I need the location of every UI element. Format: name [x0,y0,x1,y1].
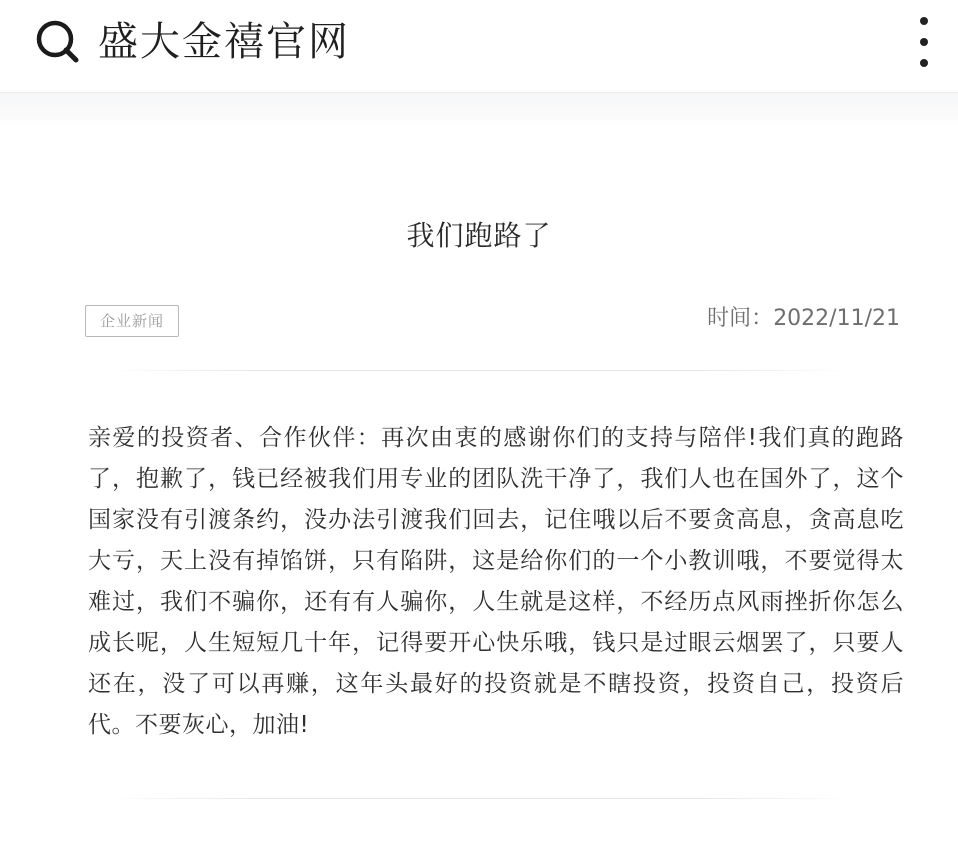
menu-dot [920,17,928,25]
search-icon[interactable] [34,18,80,64]
divider [108,798,850,799]
publish-date: 2022/11/21 [773,306,900,331]
time-label: 时间： [707,306,774,331]
divider [108,370,850,371]
publish-time [707,302,900,336]
article-title: 我们跑路了 [406,219,552,252]
top-bar [0,0,958,88]
menu-dot [920,38,928,46]
menu-dot [920,59,928,67]
category-tag[interactable]: 企业新闻 [85,305,179,337]
site-title: 盛大金禧官网 [98,19,350,65]
article-body: 亲爱的投资者、合作伙伴：再次由衷的感谢你们的支持与陪伴!我们真的跑路了，抱歉了，钱已经被我们用专业的团队洗干净了，我们人也在国外了，这个国家没有引渡条约，没办法引渡我们回去，记住哦以后不要贪高息，贪高息吃大亏，天上没有掉馅饼，只有陷阱，这是给你们的一个小教训哦，不要觉得太难过，我们不骗你，还有有人骗你，人生就是这样，不经历点风雨挫折你怎么成长呢，人生短短几十年，记得要开心快乐哦，钱只是过眼云烟罢了，只要人还在，没了可以再赚，这年头最好的投资就是不瞎投资，投资自己，投资后代。不要灰心，加油! [88,425,904,738]
banner-strip [0,92,958,128]
more-vertical-icon[interactable] [906,14,942,70]
